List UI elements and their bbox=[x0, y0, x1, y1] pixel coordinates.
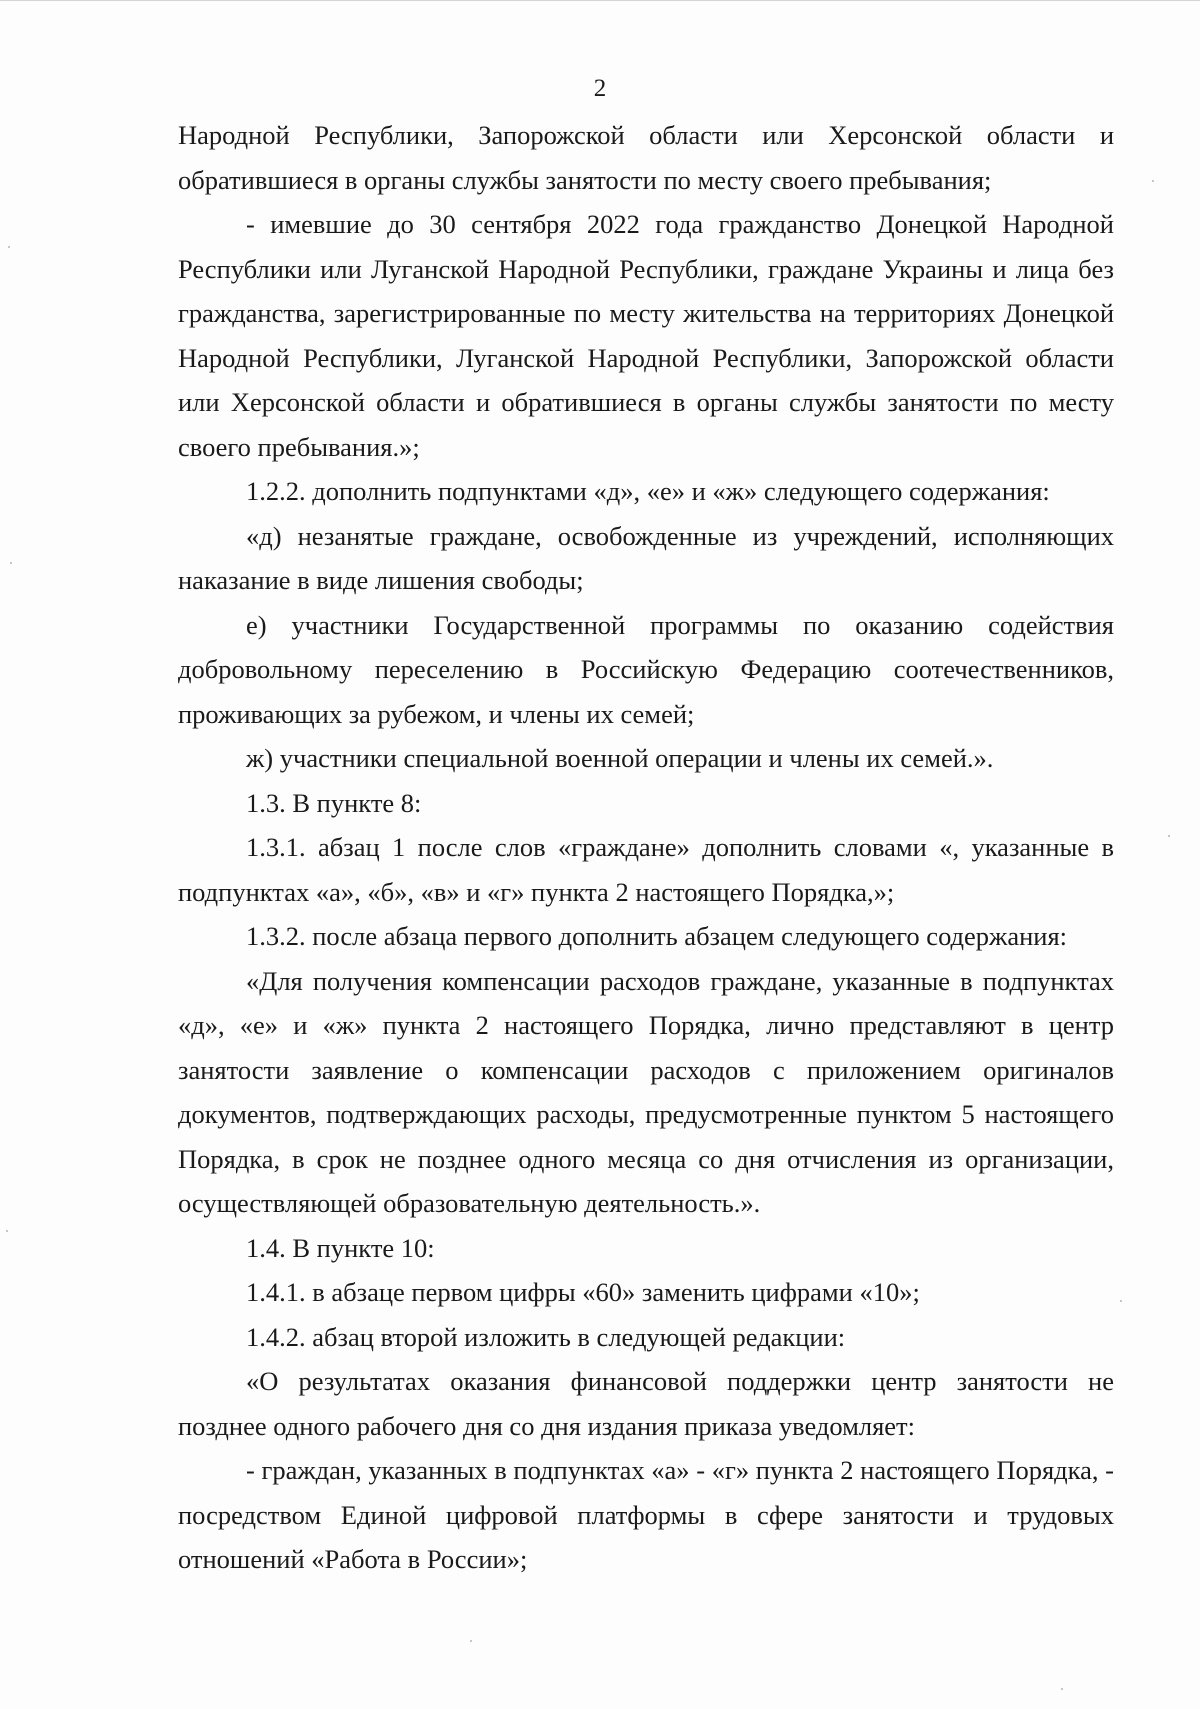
paragraph-1-4-1: 1.4.1. в абзаце первом цифры «60» заменить цифрами «10»; bbox=[246, 1277, 920, 1307]
paragraph-compensation-quote: «Для получения компенсации расходов граждане, указанные в подпунктах «д», «е» и «ж» пункта 2 настоящего Порядка, лично представляют в центр занятости заявление о компенсации расходов с приложением оригиналов документов, подтверждающих расходы, предусмотренные пунктом 5 настоящего Порядка, в срок не позднее одного месяца со дня отчисления из организации, осуществляющей образовательную деятельность.». bbox=[178, 965, 1114, 1218]
paragraph-notification-item: - граждан, указанных в подпунктах «а» - «г» пункта 2 настоящего Порядка, - посредством Единой цифровой платформы в сфере занятости и трудовых отношений «Работа в России»; bbox=[178, 1455, 1114, 1574]
paragraph-1-4: 1.4. В пункте 10: bbox=[246, 1232, 435, 1263]
paragraph-subitem-zh: ж) участники специальной военной операции и члены их семей.». bbox=[246, 743, 994, 773]
paragraph-1-3-2: 1.3.2. после абзаца первого дополнить абзацем следующего содержания: bbox=[246, 921, 1068, 951]
scan-speck bbox=[10, 562, 12, 564]
scan-speck bbox=[1168, 835, 1170, 837]
paragraph-1-2-2: 1.2.2. дополнить подпунктами «д», «е» и «ж» следующего содержания: bbox=[246, 476, 1050, 506]
scan-speck bbox=[1061, 1688, 1063, 1690]
paragraph-subitem-e: е) участники Государственной программы по оказанию содействия добровольному переселению в Российскую Федерацию соотечественников, проживающих за рубежом, и члены их семей; bbox=[178, 609, 1114, 729]
paragraph-subitem-d: «д) незанятые граждане, освобожденные из учреждений, исполняющих наказание в виде лишения свободы; bbox=[178, 520, 1114, 595]
paragraph-1-4-2: 1.4.2. абзац второй изложить в следующей редакции: bbox=[246, 1321, 846, 1352]
paragraph-1-3: 1.3. В пункте 8: bbox=[246, 787, 422, 818]
scan-speck bbox=[1120, 1300, 1122, 1302]
paragraph-1-3-1: 1.3.1. абзац 1 после слов «граждане» дополнить словами «, указанные в подпунктах «а», «б», «в» и «г» пункта 2 настоящего Порядка,»; bbox=[178, 832, 1114, 907]
scan-speck bbox=[6, 1230, 8, 1232]
paragraph-list-item-dnr-lnr: - имевшие до 30 сентября 2022 года гражданство Донецкой Народной Республики или Луганской Народной Республики, граждане Украины и лица без гражданства, зарегистрированные по месту жительства на территориях Донецкой Народной Республики, Луганской Народной Республики, Запорожской области или Херсонской области и обратившиеся в органы службы занятости по месту своего пребывания.»; bbox=[178, 209, 1114, 462]
scan-speck bbox=[470, 1640, 472, 1642]
paragraph-results-quote: «О результатах оказания финансовой поддержки центр занятости не позднее одного рабочего дня со дня издания приказа уведомляет: bbox=[178, 1366, 1114, 1441]
scan-speck bbox=[1152, 180, 1154, 182]
page-number: 2 bbox=[593, 75, 607, 102]
paragraph-continuation: Народной Республики, Запорожской области или Херсонской области и обратившиеся в органы службы занятости по месту своего пребывания; bbox=[178, 120, 1114, 195]
scan-speck bbox=[8, 246, 10, 248]
document-body bbox=[178, 113, 1114, 1582]
scan-top-edge bbox=[0, 0, 1200, 1]
